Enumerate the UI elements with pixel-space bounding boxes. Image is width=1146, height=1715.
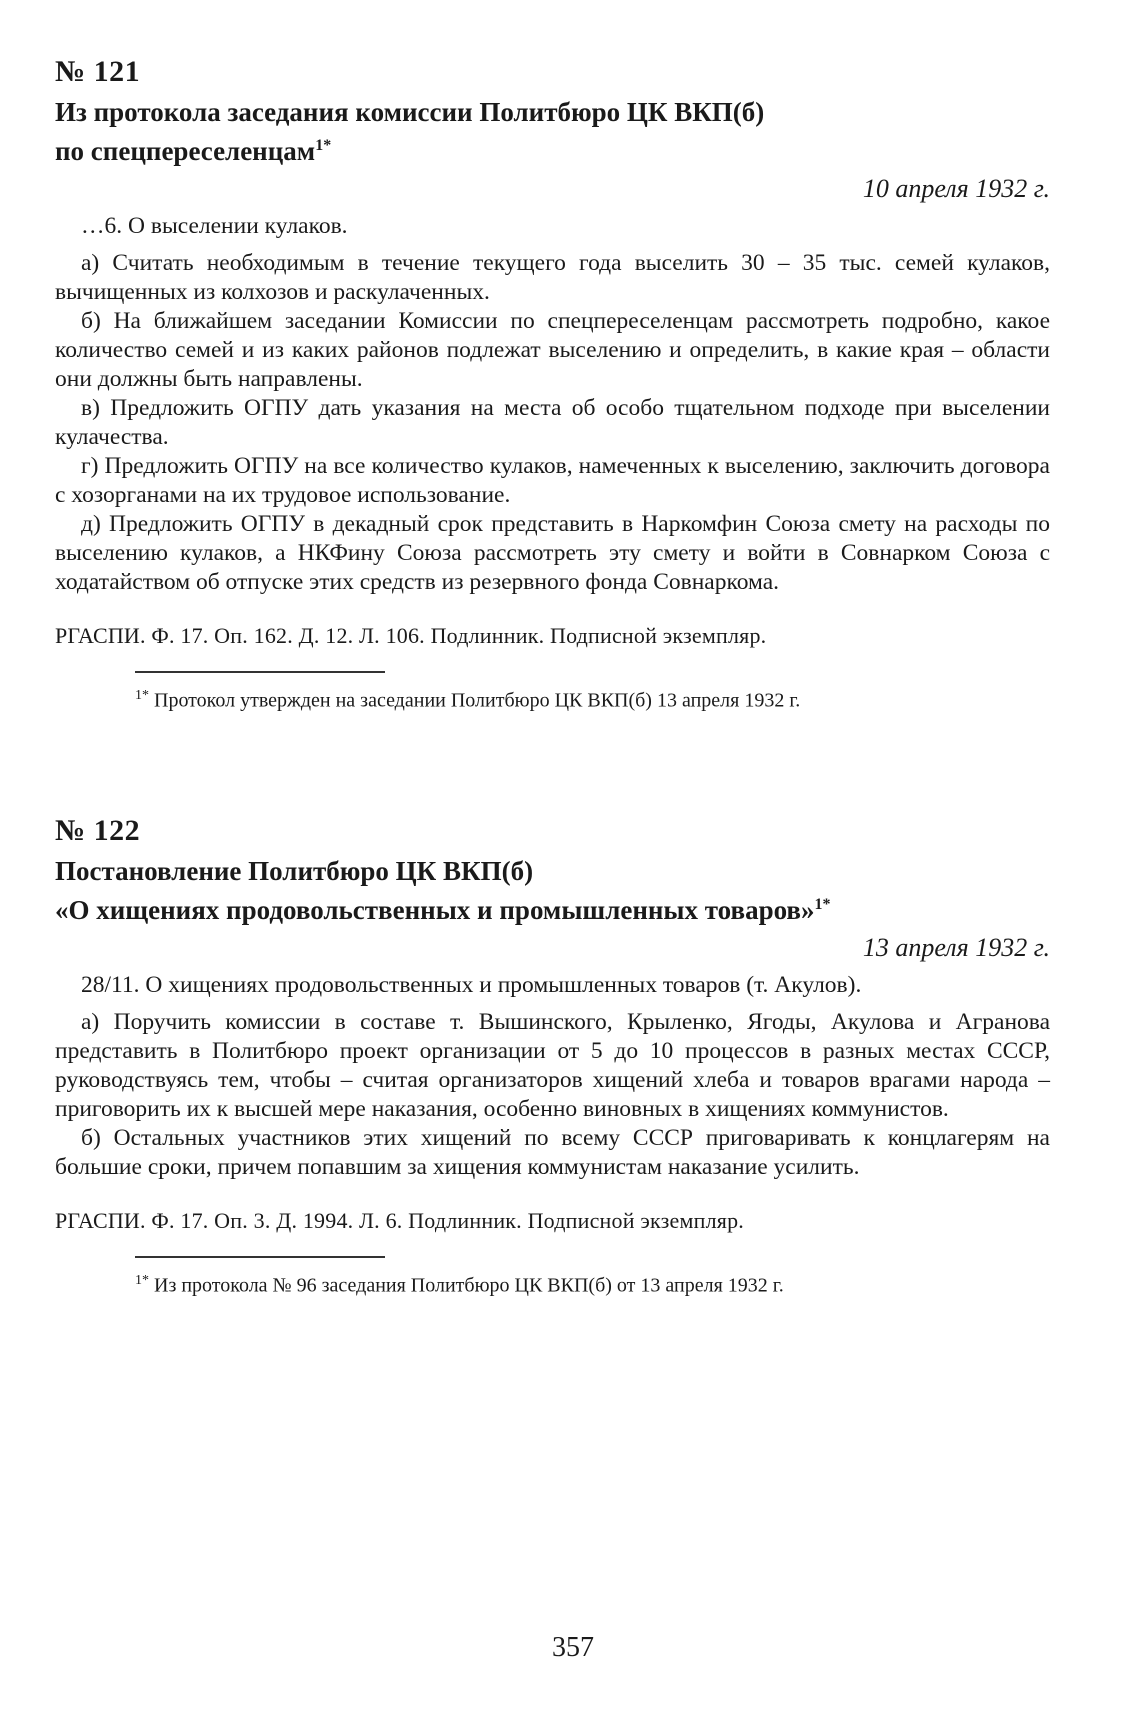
paragraph-d: д) Предложить ОГПУ в декадный срок представить в Наркомфин Союза смету на расходы по выселению кулаков, а НКФину Союза рассмотреть эту смету и войти в Совнарком Союза с ходатайством об отпуске этих средств из резервного фонда Совнаркома. <box>55 511 1050 595</box>
footnote-text: Протокол утвержден на заседании Политбюро ЦК ВКП(б) 13 апреля 1932 г. <box>154 689 801 712</box>
footnote-ref: 1* <box>315 137 332 154</box>
footnote-mark: 1* <box>135 1272 149 1288</box>
archival-source: РГАСПИ. Ф. 17. Оп. 3. Д. 1994. Л. 6. Подлинник. Подписной экземпляр. <box>55 1207 744 1233</box>
title-line-2 <box>55 129 1050 168</box>
document-122 <box>55 814 1050 1299</box>
title-line-2-text: по спецпереселенцам <box>55 136 316 166</box>
title-line-2 <box>55 888 1050 927</box>
footnote-rule <box>135 1256 385 1258</box>
footnote-text: Из протокола № 96 заседания Политбюро ЦК ВКП(б) от 13 апреля 1932 г. <box>154 1274 784 1297</box>
title-line-1: Постановление Политбюро ЦК ВКП(б) <box>55 855 534 886</box>
document-number: № 121 <box>55 55 141 88</box>
agenda-item: 28/11. О хищениях продовольственных и промышленных товаров (т. Акулов). <box>81 971 862 998</box>
document-number: № 122 <box>55 813 141 847</box>
paragraph-a: а) Поручить комиссии в составе т. Вышинского, Крыленко, Ягоды, Акулова и Агранова представить в Политбюро проект организации от 5 до 10 процессов в разных местах СССР, руководствуясь тем, чтобы – считая организаторов хищений хлеба и товаров врагами народа – приговорить их к высшей мере наказания, особенно виновных в хищениях коммунистов. <box>55 1008 1050 1122</box>
document-date: 10 апреля 1932 г. <box>862 174 1050 203</box>
footnote-mark: 1* <box>135 688 149 703</box>
paragraph-a: а) Считать необходимым в течение текущего года выселить 30 – 35 тыс. семей кулаков, вычищенных из колхозов и раскулаченных. <box>55 250 1050 305</box>
footnote-rule <box>135 671 385 673</box>
title-line-1: Из протокола заседания комиссии Политбюро ЦК ВКП(б) <box>55 97 765 127</box>
document-date: 13 апреля 1932 г. <box>862 932 1050 962</box>
footnote-ref: 1* <box>814 895 831 913</box>
document-title <box>55 95 1050 168</box>
title-line-2-text: «О хищениях продовольственных и промышленных товаров» <box>55 894 815 925</box>
footnote <box>135 1268 1050 1299</box>
paragraph-b: б) Остальных участников этих хищений по всему СССР приговаривать к концлагерям на большие сроки, причем попавшим за хищения коммунистам наказание усилить. <box>55 1124 1050 1180</box>
footnote <box>135 683 1050 714</box>
document-121 <box>55 55 1050 714</box>
agenda-item: …6. О выселении кулаков. <box>81 213 348 239</box>
document-title <box>55 854 1050 927</box>
paragraph-b: б) На ближайшем заседании Комиссии по спецпереселенцам рассмотреть подробно, какое количество семей и из каких районов подлежат выселению и определить, в какие края – области они должны быть направлены. <box>55 308 1050 392</box>
paragraph-v: в) Предложить ОГПУ дать указания на места об особо тщательном подходе при выселении кулачества. <box>55 395 1050 450</box>
page-content <box>55 55 1050 1298</box>
page-number: 357 <box>552 1632 594 1663</box>
archival-source: РГАСПИ. Ф. 17. Оп. 162. Д. 12. Л. 106. Подлинник. Подписной экземпляр. <box>55 623 767 648</box>
paragraph-g: г) Предложить ОГПУ на все количество кулаков, намеченных к выселению, заключить договора с хозорганами на их трудовое использование. <box>55 453 1050 508</box>
